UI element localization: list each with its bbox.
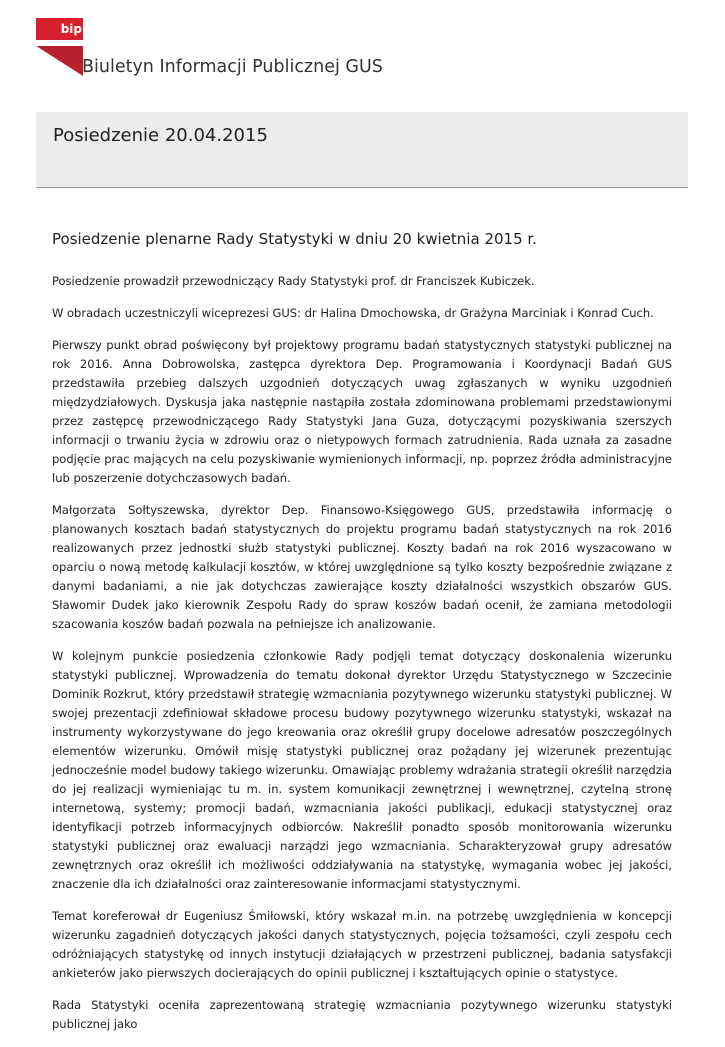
- site-title[interactable]: Biuletyn Informacji Publicznej GUS: [82, 57, 383, 77]
- logo-text: bip: [60, 22, 82, 36]
- article-paragraph: Małgorzata Sołtyszewska, dyrektor Dep. Finansowo-Księgowego GUS, przedstawiła informację o planowanych kosztach badań statystycznych do projektu programu badań statystycznych na rok 2016 realizowanych przez jednostki służb statystyki publicznej. Koszty badań na rok 2016 wyszacowano w oparciu o nową metodę kalkulacji kosztów, w której uwzględnione są tylko koszty bezpośrednie związane z danymi badaniami, a nie jak dotychczas zawierające koszty działalności wszystkich obszarów GUS. Sławomir Dudek jako kierownik Zespołu Rady do spraw koszów badań ocenił, że zamiana metodologii szacowania koszów badań pozwala na pełniejsze ich analizowanie.: [52, 503, 672, 631]
- article-paragraph: Posiedzenie prowadził przewodniczący Rady Statystyki prof. dr Franciszek Kubiczek.: [52, 274, 535, 288]
- page-title: Posiedzenie 20.04.2015: [53, 125, 268, 146]
- article-paragraph: W obradach uczestniczyli wiceprezesi GUS: dr Halina Dmochowska, dr Grażyna Marciniak i Konrad Cuch.: [52, 306, 654, 320]
- article-paragraph: Pierwszy punkt obrad poświęcony był projektowy programu badań statystycznych statystyki publicznej na rok 2016. Anna Dobrowolska, zastępca dyrektora Dep. Programowania i Koordynacji Badań GUS przedstawiła przebieg dalszych uzgodnień dotyczących uwag zgłaszanych w wyniku uzgodnień międzydziałowych. Dyskusja jaka następnie nastąpiła została zdominowana problemami przedstawionymi przez zastępcę przewodniczącego Rady Statystyki Jana Guza, dotyczącymi pozyskiwania szerszych informacji o trwaniu życia w zdrowiu oraz o nietypowych formach zatrudnienia. Rada uznała za zasadne podjęcie prac mających na celu pozyskiwanie wymienionych informacji, np. poprzez źródła administracyjne lub poszerzenie dotychczasowych badań.: [52, 338, 672, 485]
- article-paragraph: Temat koreferował dr Eugeniusz Śmiłowski, który wskazał m.in. na potrzebę uwzględnienia w koncepcji wizerunku zagadnień dotyczących jakości danych statystycznych, pojęcia tożsamości, czyli zespołu cech odróżniających statystykę od innych instytucji działających w przestrzeni publicznej, badania satysfakcji ankieterów jako pierwszych docierających do opinii publicznej i kształtujących opinie o statystyce.: [52, 909, 672, 980]
- article-content: [52, 230, 672, 1047]
- bip-logo[interactable]: [36, 18, 84, 76]
- article-title: Posiedzenie plenarne Rady Statystyki w dniu 20 kwietnia 2015 r.: [52, 230, 537, 248]
- article-paragraph: Rada Statystyki oceniła zaprezentowaną strategię wzmacniania pozytywnego wizerunku statystyki publicznej jako: [52, 998, 672, 1031]
- page-title-band: [36, 112, 688, 188]
- article-paragraph: W kolejnym punkcie posiedzenia członkowie Rady podjęli temat dotyczący doskonalenia wizerunku statystyki publicznej. Wprowadzenia do tematu dokonał dyrektor Urzędu Statystycznego w Szczecinie Dominik Rozkrut, który przedstawił strategię wzmacniania pozytywnego wizerunku statystyki publicznej. W swojej prezentacji zdefiniował składowe procesu budowy pozytywnego wizerunku statystyki, wskazał na instrumenty wykorzystywane do jego kreowania oraz określił grupy docelowe adresatów poszczególnych elementów wizerunku. Omówił misję statystyki publicznej oraz pożądany jej wizerunek prezentując jednocześnie model budowy takiego wizerunku. Omawiając problemy wdrażania strategii określił narzędzia do jej realizacji wymieniając tu m. in. system komunikacji zewnętrznej i wewnętrznej, czytelną stronę internetową, systemy; promocji badań, wzmacniania jakości publikacji, edukacji statystycznej oraz identyfikacji potrzeb informacyjnych odbiorców. Nakreślił ponadto sposób monitorowania wizerunku statystyki publicznej oraz ewaluacji narządzi jego wzmacniania. Scharakteryzował grupy adresatów zewnętrznych oraz określił ich możliwości oddziaływania na statystykę, wymagania wobec jej jakości, znaczenie dla ich działalności oraz zainteresowanie informacjami statystycznymi.: [52, 649, 672, 891]
